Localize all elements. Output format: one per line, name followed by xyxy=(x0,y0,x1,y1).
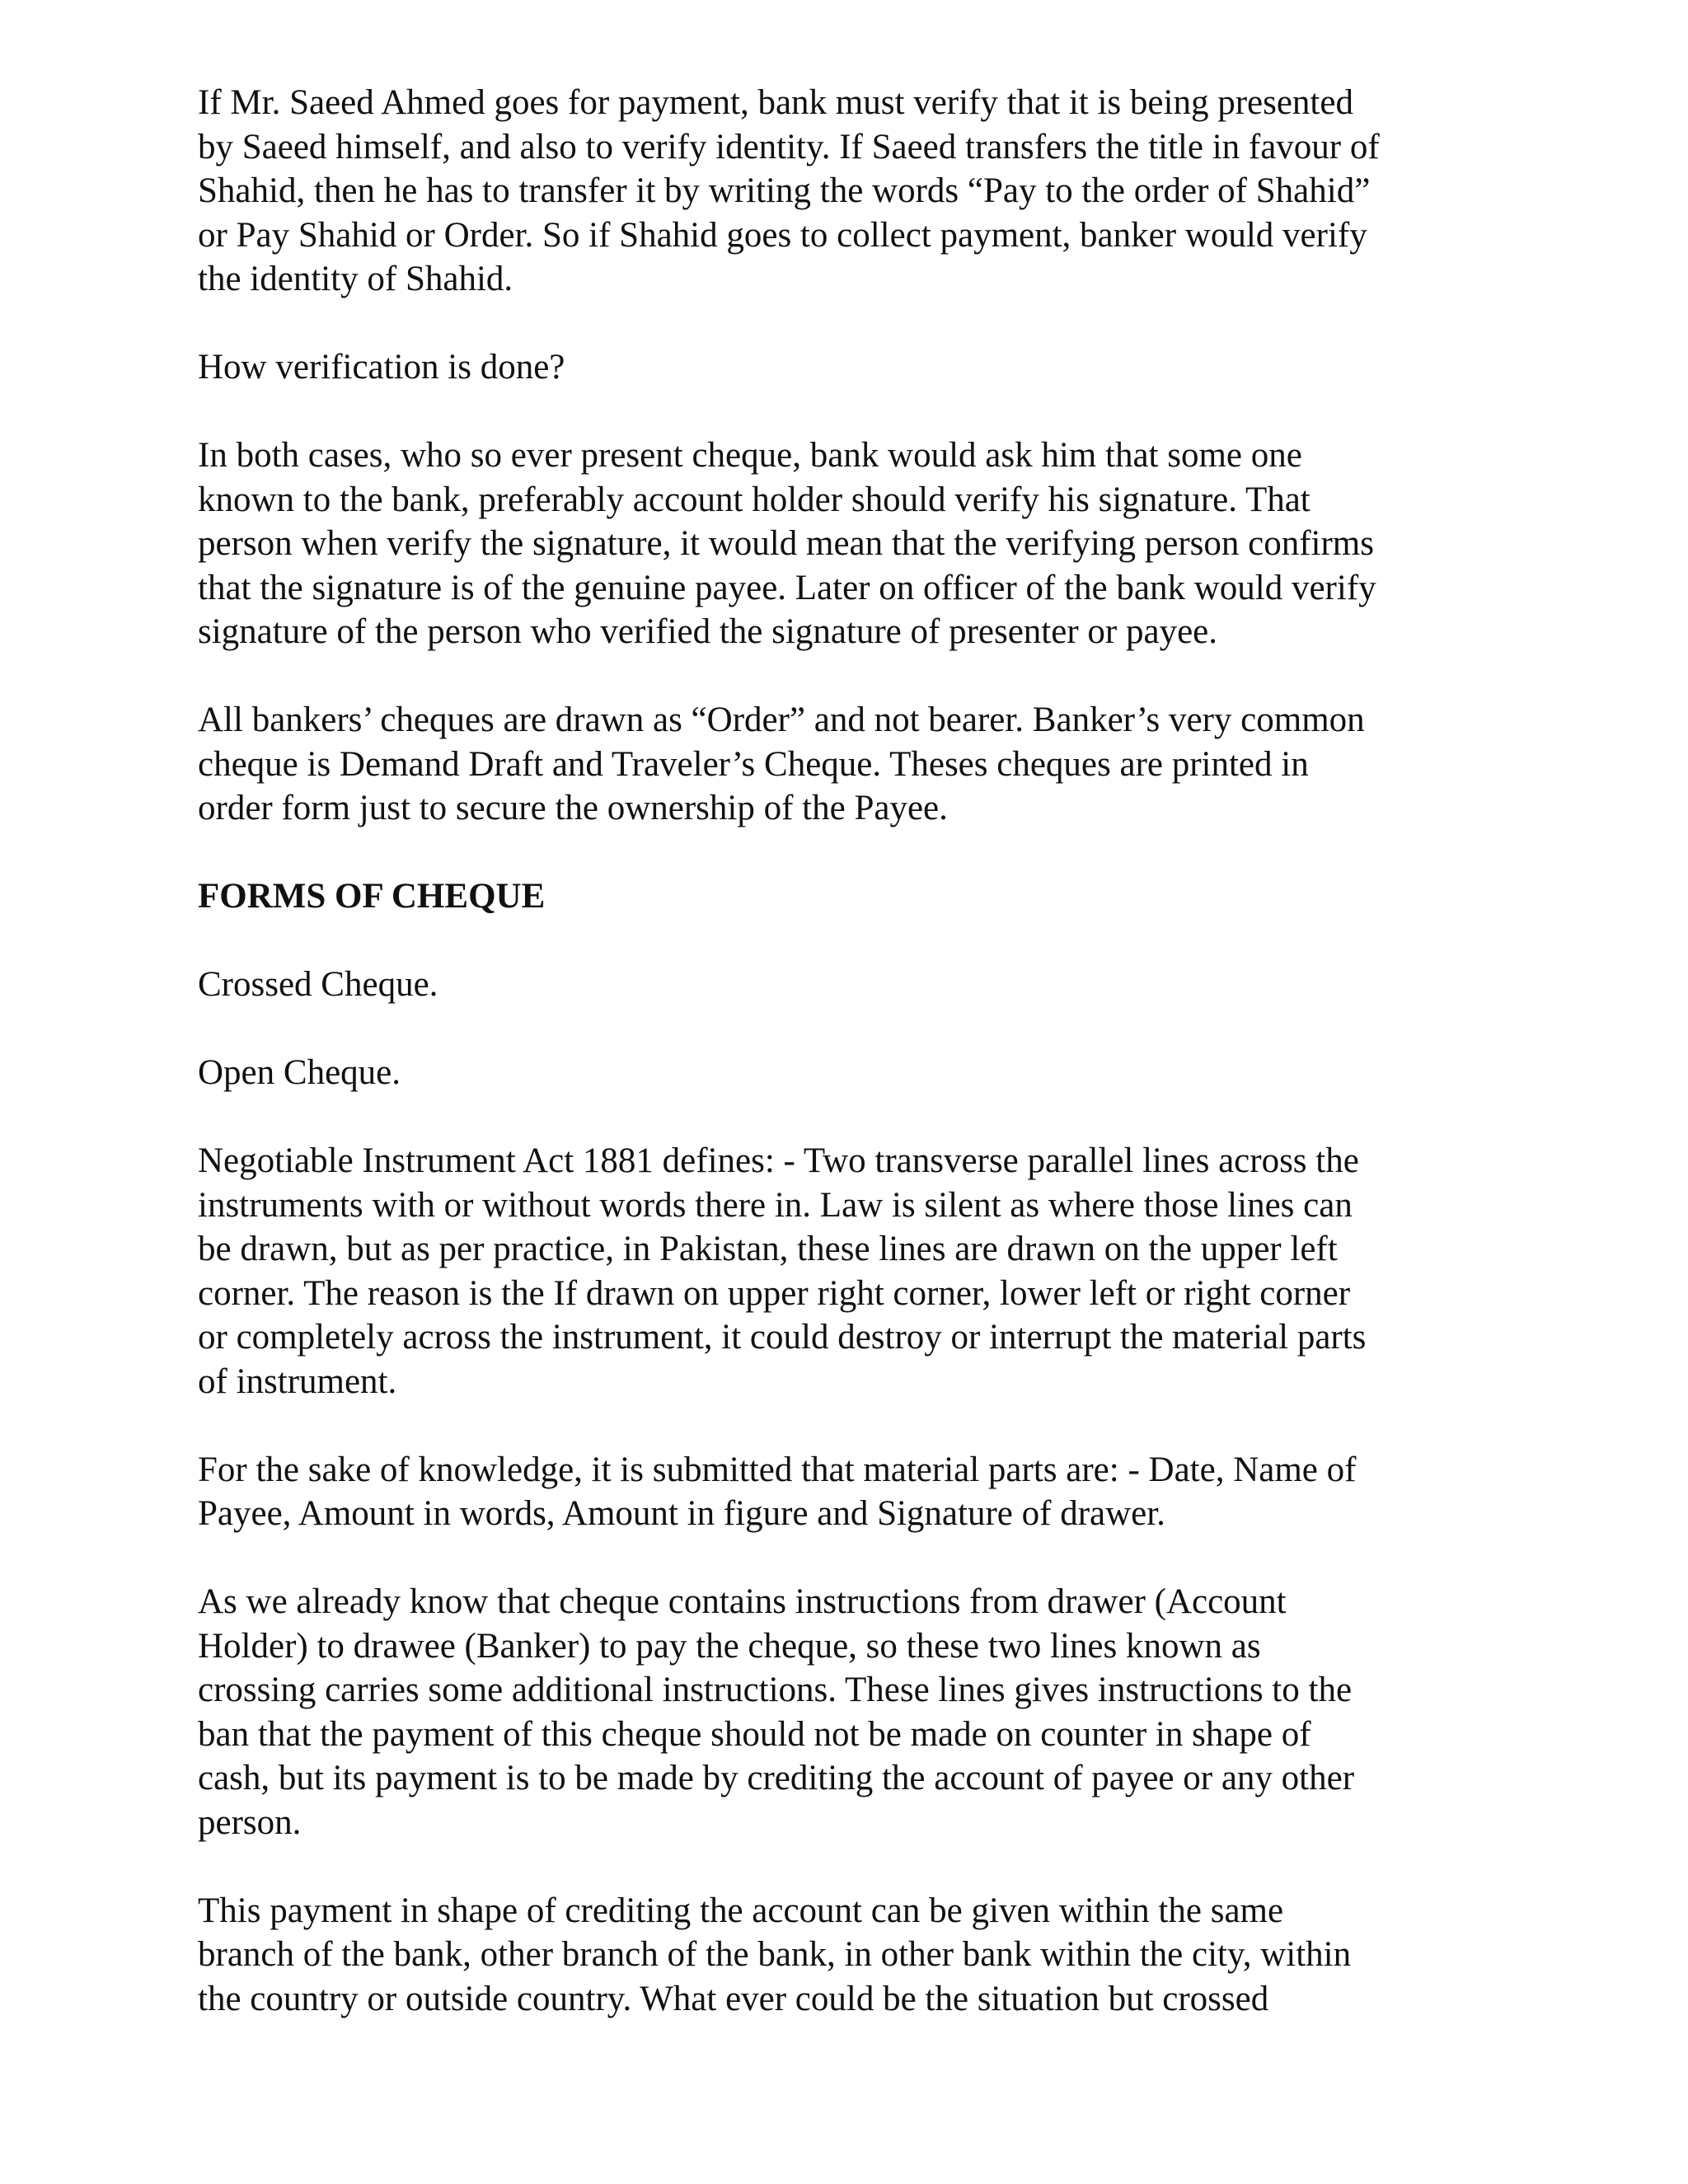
text-line: of instrument. xyxy=(198,1361,397,1401)
text-line: Open Cheque. xyxy=(198,1053,401,1092)
text-line: ban that the payment of this cheque should not be made on counter in shape of xyxy=(198,1714,1311,1754)
text-line: signature of the person who verified the signature of presenter or payee. xyxy=(198,612,1217,651)
text-line: be drawn, but as per practice, in Pakistan, these lines are drawn on the upper left xyxy=(198,1230,1338,1268)
text-line: Shahid, then he has to transfer it by writing the words “Pay to the order of Shahid” xyxy=(198,171,1371,210)
text-line: Holder) to drawee (Banker) to pay the cheque, so these two lines known as xyxy=(198,1626,1261,1666)
text-line: cheque is Demand Draft and Traveler’s Cheque. Theses cheques are printed in xyxy=(198,744,1309,784)
text-line: In both cases, who so ever present cheque, bank would ask him that some one xyxy=(198,436,1302,475)
text-line: For the sake of knowledge, it is submitted that material parts are: - Date, Name of xyxy=(198,1450,1357,1489)
paragraph xyxy=(198,963,1517,1007)
paragraph xyxy=(198,1139,1517,1404)
text-line: or Pay Shahid or Order. So if Shahid goes to collect payment, banker would verify xyxy=(198,215,1367,255)
text-line: If Mr. Saeed Ahmed goes for payment, bank must verify that it is being presented xyxy=(198,83,1353,122)
paragraph xyxy=(198,1051,1517,1095)
text-line: the identity of Shahid. xyxy=(198,260,513,298)
paragraph xyxy=(198,1448,1517,1536)
text-line: branch of the bank, other branch of the bank, in other bank within the city, within xyxy=(198,1935,1352,1974)
text-line: All bankers’ cheques are drawn as “Order” and not bearer. Banker’s very common xyxy=(198,701,1365,739)
text-line: cash, but its payment is to be made by crediting the account of payee or any other xyxy=(198,1759,1355,1797)
text-line: the country or outside country. What ever could be the situation but crossed xyxy=(198,1979,1269,2018)
text-line: FORMS OF CHEQUE xyxy=(198,877,546,916)
paragraph xyxy=(198,81,1517,302)
paragraph xyxy=(198,434,1517,654)
text-line: Payee, Amount in words, Amount in figure and Signature of drawer. xyxy=(198,1494,1165,1533)
text-line: This payment in shape of crediting the account can be given within the same xyxy=(198,1891,1284,1930)
paragraph xyxy=(198,1580,1517,1844)
document-page xyxy=(198,81,1517,2065)
text-line: that the signature is of the genuine payee. Later on officer of the bank would verify xyxy=(198,568,1376,607)
text-line: How verification is done? xyxy=(198,348,565,387)
text-line: crossing carries some additional instructions. These lines gives instructions to the xyxy=(198,1671,1353,1709)
text-line: As we already know that cheque contains instructions from drawer (Account xyxy=(198,1582,1287,1621)
paragraph xyxy=(198,698,1517,831)
text-line: person when verify the signature, it would mean that the verifying person confirms xyxy=(198,524,1374,563)
text-line: Crossed Cheque. xyxy=(198,965,438,1004)
text-line: corner. The reason is the If drawn on upper right corner, lower left or right corner xyxy=(198,1273,1351,1313)
paragraph xyxy=(198,1889,1517,2022)
text-line: or completely across the instrument, it could destroy or interrupt the material parts xyxy=(198,1318,1367,1357)
text-line: instruments with or without words there in. Law is silent as where those lines can xyxy=(198,1185,1353,1225)
section-heading xyxy=(198,874,1517,919)
text-line: person. xyxy=(198,1802,302,1842)
paragraph xyxy=(198,345,1517,390)
text-line: order form just to secure the ownership of the Payee. xyxy=(198,789,948,827)
text-line: Negotiable Instrument Act 1881 defines: - Two transverse parallel lines across the xyxy=(198,1141,1359,1180)
text-line: by Saeed himself, and also to verify identity. If Saeed transfers the title in favour of xyxy=(198,127,1380,166)
text-line: known to the bank, preferably account holder should verify his signature. That xyxy=(198,480,1311,519)
